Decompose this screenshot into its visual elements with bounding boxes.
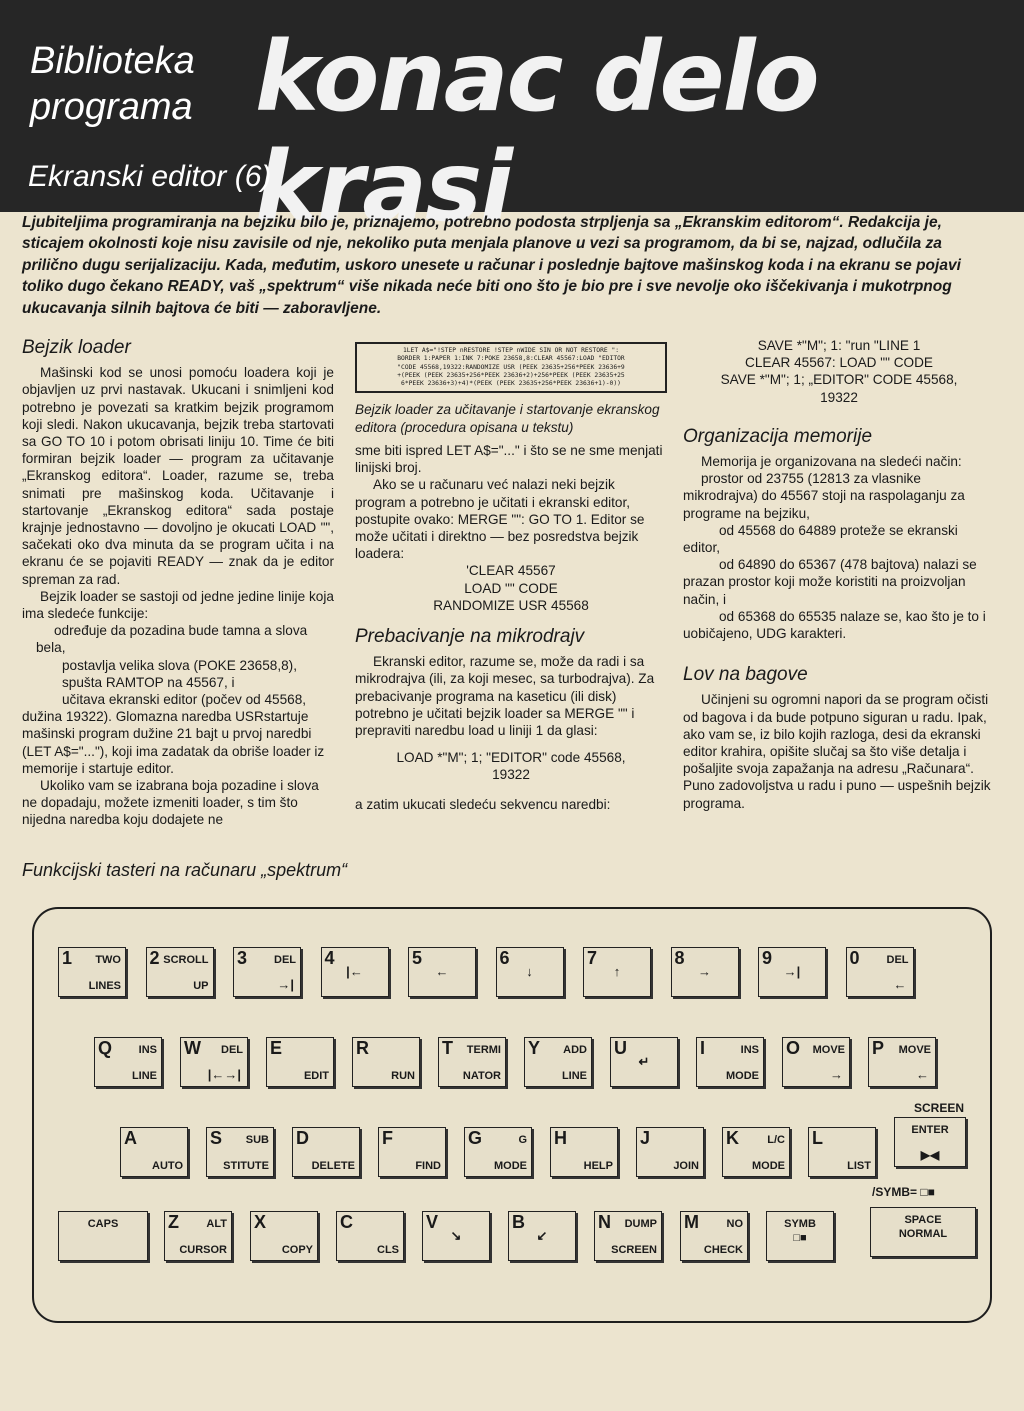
key-5 bbox=[408, 947, 476, 997]
key-label bbox=[59, 1217, 147, 1231]
key-r bbox=[352, 1037, 420, 1087]
key-char: H bbox=[554, 1128, 567, 1148]
key-y bbox=[524, 1037, 592, 1087]
key-function-bottom: RUN bbox=[391, 1070, 415, 1082]
key-e bbox=[266, 1037, 334, 1087]
paragraph: Memorija je organizovana na sledeći način: bbox=[701, 454, 962, 470]
key-function-top: NO bbox=[726, 1218, 743, 1230]
header-banner bbox=[0, 0, 1024, 243]
key-v bbox=[422, 1211, 490, 1261]
key-function-top: DUMP bbox=[624, 1218, 657, 1230]
key-function-bottom: LINES bbox=[88, 980, 121, 992]
column-3 bbox=[683, 337, 995, 812]
key-char: F bbox=[382, 1128, 393, 1148]
column-1 bbox=[22, 337, 334, 829]
heading-organizacija: Organizacija memorije bbox=[683, 425, 873, 447]
key-enter-label: ENTER bbox=[911, 1124, 949, 1136]
key-char: D bbox=[296, 1128, 309, 1148]
key-char: Z bbox=[168, 1212, 179, 1232]
arrow-icon: ↘ bbox=[450, 1228, 462, 1243]
arrow-icon: |←→| bbox=[207, 1067, 241, 1082]
key-function-top: INS bbox=[740, 1044, 759, 1056]
key-function-top: L/C bbox=[767, 1134, 785, 1146]
key-3 bbox=[233, 947, 301, 997]
key-q bbox=[94, 1037, 162, 1087]
key-function-top: SUB bbox=[245, 1134, 269, 1146]
key-function-bottom: FIND bbox=[415, 1160, 441, 1172]
key-char: O bbox=[786, 1038, 801, 1058]
key-d bbox=[292, 1127, 360, 1177]
key-function-bottom: COPY bbox=[281, 1244, 313, 1256]
key-function-bottom: NATOR bbox=[462, 1070, 501, 1082]
key-function-bottom: LIST bbox=[847, 1160, 871, 1172]
key-char: 0 bbox=[849, 948, 860, 968]
code-line: "CODE 45568,19322:RANDOMIZE USR (PEEK 23635+256*PEEK 23636+9 bbox=[397, 363, 625, 371]
heading-lov-na-bagove: Lov na bagove bbox=[683, 664, 808, 686]
key-label-bottom: □■ bbox=[793, 1232, 807, 1244]
key-char: Q bbox=[98, 1038, 113, 1058]
list-item bbox=[22, 622, 334, 656]
key-char: G bbox=[468, 1128, 483, 1148]
command-line: 'CLEAR 45567 bbox=[466, 563, 556, 579]
section-label bbox=[30, 38, 195, 130]
key-u bbox=[610, 1037, 678, 1087]
key-enter bbox=[894, 1117, 966, 1167]
key-function-top: DEL bbox=[221, 1044, 243, 1056]
key-function-top: INS bbox=[138, 1044, 157, 1056]
key-i bbox=[696, 1037, 764, 1087]
arrow-icon: ← bbox=[916, 1067, 929, 1082]
key-function-top: G bbox=[518, 1134, 527, 1146]
key-function-bottom: AUTO bbox=[152, 1160, 183, 1172]
key-char: X bbox=[254, 1212, 267, 1232]
key-caps bbox=[58, 1211, 148, 1261]
series-subtitle: Ekranski editor (6) bbox=[28, 160, 272, 193]
key-a bbox=[120, 1127, 188, 1177]
key-function-top: TWO bbox=[95, 954, 121, 966]
article-title: konac delo krasi bbox=[255, 21, 818, 243]
list-item: postavlja velika slova (POKE 23658,8), spušta RAMTOP na 45567, i bbox=[62, 657, 297, 690]
arrow-icon: ← bbox=[893, 977, 907, 992]
key-char: K bbox=[726, 1128, 739, 1148]
arrow-icon: |← bbox=[346, 964, 363, 979]
heading-mikrodrajv: Prebacivanje na mikrodrajv bbox=[355, 625, 585, 647]
key-char: U bbox=[614, 1038, 627, 1058]
key-char: B bbox=[512, 1212, 525, 1232]
key-char: 9 bbox=[762, 948, 773, 968]
key-char: 8 bbox=[674, 948, 685, 968]
section-label-line2: programa bbox=[30, 86, 193, 128]
key-function-bottom: LINE bbox=[561, 1070, 587, 1082]
key-function-bottom: JOIN bbox=[673, 1160, 699, 1172]
key-char: T bbox=[442, 1038, 453, 1058]
key-label-top: CAPS bbox=[87, 1218, 119, 1230]
arrow-icon: ↵ bbox=[638, 1054, 650, 1069]
key-char: A bbox=[124, 1128, 137, 1148]
key-char: N bbox=[598, 1212, 611, 1232]
key-char: R bbox=[356, 1038, 369, 1058]
key-char: Y bbox=[528, 1038, 541, 1058]
key-char: 7 bbox=[587, 948, 598, 968]
arrow-icon: →| bbox=[783, 964, 801, 979]
key-h bbox=[550, 1127, 618, 1177]
arrow-icon: → bbox=[830, 1067, 843, 1082]
key-m bbox=[680, 1211, 748, 1261]
enter-icon: ▶◀ bbox=[920, 1148, 940, 1162]
command-line: CLEAR 45567: LOAD "" CODE bbox=[745, 355, 933, 371]
key-function-top: ALT bbox=[206, 1218, 227, 1230]
lead-paragraph: Ljubiteljima programiranja na bejziku bilo je, priznajemo, potrebno podosta strpljenja sa „Ekranskim editorom“. Redakcija je, sticajem okolnosti koje nisu zavisile od nje, nekoliko puta menjala planove u vezi sa programom, da bi se, najzad, odlučila za prilično dugu serijalizaciju. Kada, međutim, uskoro unesete u računar i poslednje bajtove mašinskog koda i na ekranu se pojavi toliko dugo čekano READY, vaš „spektrum“ više nikada neće biti ono što je bio pre i sve nevolje oko iščekivanja i mukotrpnog ukucavanja silnih bajtova će biti — zaboravljene. bbox=[22, 214, 961, 317]
key-x bbox=[250, 1211, 318, 1261]
key-function-bottom: HELP bbox=[583, 1160, 613, 1172]
symb-label: /SYMB= □■ bbox=[872, 1185, 935, 1199]
key-function-top: DEL bbox=[274, 954, 296, 966]
key-2 bbox=[146, 947, 214, 997]
key-0 bbox=[846, 947, 914, 997]
key-o bbox=[782, 1037, 850, 1087]
key-char: V bbox=[426, 1212, 439, 1232]
key-4 bbox=[321, 947, 389, 997]
key-function-bottom: DELETE bbox=[311, 1160, 355, 1172]
code-line: +(PEEK (PEEK 23635+256*PEEK 23636+2)+256*PEEK (PEEK 23635+25 bbox=[397, 371, 625, 379]
key-function-bottom: CURSOR bbox=[179, 1244, 227, 1256]
screen-label: SCREEN bbox=[914, 1101, 965, 1115]
key-char: J bbox=[640, 1128, 651, 1148]
command-line: LOAD "" CODE bbox=[464, 580, 558, 596]
key-char: C bbox=[340, 1212, 353, 1232]
arrow-icon: ↑ bbox=[613, 964, 621, 979]
heading-bejzik-loader: Bejzik loader bbox=[22, 337, 131, 358]
key-function-top: ADD bbox=[563, 1044, 587, 1056]
paragraph: Bejzik loader se sastoji od jedne jedine linije koja ima sledeće funkcije: bbox=[22, 588, 334, 622]
key-char: I bbox=[700, 1038, 706, 1058]
key-9 bbox=[758, 947, 826, 997]
paragraph: a zatim ukucati sledeću sekvencu naredbi: bbox=[355, 796, 611, 812]
key-char: 1 bbox=[62, 948, 73, 968]
key-function-top: TERMI bbox=[466, 1044, 501, 1056]
key-space-labels bbox=[871, 1213, 975, 1241]
arrow-icon: → bbox=[698, 964, 711, 979]
arrow-icon: ↙ bbox=[536, 1228, 548, 1243]
key-8 bbox=[671, 947, 739, 997]
key-char: 3 bbox=[237, 948, 248, 968]
key-function-bottom: CHECK bbox=[703, 1244, 743, 1256]
key-function-bottom: SCREEN bbox=[611, 1244, 657, 1256]
list-item-text: određuje da pozadina bude tamna a slova bela, bbox=[36, 623, 308, 656]
key-function-bottom: STITUTE bbox=[223, 1160, 269, 1172]
code-line: BORDER 1:PAPER 1:INK 7:POKE 23658,8:CLEAR 45567:LOAD "EDITOR bbox=[397, 355, 625, 363]
key-char: 6 bbox=[499, 948, 510, 968]
key-6 bbox=[496, 947, 564, 997]
key-function-top: SCROLL bbox=[163, 954, 209, 966]
key-7 bbox=[583, 947, 651, 997]
key-function-bottom: EDIT bbox=[303, 1070, 329, 1082]
section-label-line1: Biblioteka bbox=[30, 40, 195, 82]
code-listing bbox=[355, 342, 667, 393]
paragraph: prostor od 23755 (12813 za vlasnike mikrodrajva) do 45567 stoji na raspolaganju za programe na bejziku, bbox=[683, 471, 965, 521]
list-item: učitava ekranski editor (počev od 45568, dužina 19322). Glomazna naredba USRstartuje mašinski program dužine 21 bajt u prvoj naredbi (LET A$="..."), koji ima zadatak da obriše loader iz memorije i startuje editor. bbox=[22, 692, 325, 776]
paragraph: Učinjeni su ogromni napori da se program očisti od bagova i da bude potpuno siguran u radu. Ipak, ako vam se, iz bilo kojih razloga, desi da ekranski editor krahira, opišite slučaj sa što više detalja i pošaljite svoja zapažanja na adresu „Računara“. Puno zadovoljstva u radu i puno — uspešnih bejzik programa. bbox=[683, 692, 991, 811]
command-line: RANDOMIZE USR 45568 bbox=[433, 597, 589, 613]
key-char: S bbox=[210, 1128, 223, 1148]
key-n bbox=[594, 1211, 662, 1261]
code-line: 6*PEEK 23636+3)+4)*(PEEK (PEEK 23635+256*PEEK 23636+1)-0)) bbox=[401, 380, 621, 388]
key-g bbox=[464, 1127, 532, 1177]
key-1 bbox=[58, 947, 126, 997]
key-char: M bbox=[684, 1212, 699, 1232]
key-l bbox=[808, 1127, 876, 1177]
key-char: W bbox=[184, 1038, 201, 1058]
key-function-top: MOVE bbox=[812, 1044, 845, 1056]
key-z bbox=[164, 1211, 232, 1261]
key-function-bottom: LINE bbox=[131, 1070, 157, 1082]
key-function-bottom: MODE bbox=[494, 1160, 527, 1172]
arrow-icon: ↓ bbox=[526, 964, 533, 979]
paragraph: Ako se u računaru već nalazi neki bejzik program a potrebno je učitati i ekranski editor, postupite ovako: MERGE "": GO TO 1. Editor se može učitati i direktno — bez posredstva bejzik loadera: bbox=[355, 477, 645, 562]
key-k bbox=[722, 1127, 790, 1177]
key-function-bottom: CLS bbox=[377, 1244, 399, 1256]
key-label bbox=[767, 1217, 833, 1245]
key-b bbox=[508, 1211, 576, 1261]
code-line: 1LET A$="!STEP nRESTORE !STEP nWIDE SIN OR NOT RESTORE ": bbox=[402, 347, 620, 354]
paragraph: Mašinski kod se unosi pomoću loadera koji je objavljen uz prvi nastavak. Ukucani i snimljeni kod potrebno je povezati sa kratkim bejzik programom koji sledi. Nakon ukucavanja, bejzik treba startovati sa GO TO 10 i potom obrisati liniju 10. Time će biti formiran bejzik loader — program za učitavanje „Ekranskog editora“. Loader, razume se, treba snimati pre mašinskog koda. Učitavanje i startovanje „Ekranskog editora“ sada postaje krajnje jednostavno — dovoljno je okucati LOAD "", sačekati oko dva minuta da se program učita i na ekranu će se pojaviti READY — znak da je editor spreman za rad. bbox=[22, 365, 334, 587]
paragraph: od 65368 do 65535 nalaze se, kao što je to i uobičajeno, UDG karakteri. bbox=[683, 608, 986, 642]
key-label-top: SYMB bbox=[784, 1218, 816, 1230]
code-caption: Bejzik loader za učitavanje i startovanje ekranskog editora (procedura opisana u tekstu) bbox=[355, 402, 660, 435]
paragraph: od 64890 do 65367 (478 bajtova) nalazi se prazan prostor koji može koristiti na proizvoljan način, i bbox=[683, 557, 977, 607]
key-symb bbox=[766, 1211, 834, 1261]
key-j bbox=[636, 1127, 704, 1177]
arrow-icon: →| bbox=[277, 977, 294, 992]
key-char: 2 bbox=[149, 948, 160, 968]
key-t bbox=[438, 1037, 506, 1087]
key-function-bottom: UP bbox=[193, 980, 209, 992]
paragraph: od 45568 do 64889 proteže se ekranski editor, bbox=[683, 522, 958, 556]
paragraph: sme biti ispred LET A$="..." i što se ne sme menjati linijski broj. bbox=[355, 442, 663, 476]
column-2 bbox=[355, 342, 667, 813]
arrow-icon: ← bbox=[435, 964, 449, 979]
key-s bbox=[206, 1127, 274, 1177]
command-line: SAVE *"M"; 1; „EDITOR" CODE 45568, bbox=[720, 372, 958, 388]
paragraph: Ukoliko vam se izabrana boja pozadine i slova ne dopadaju, možete izmeniti loader, s tim što nijedna naredba koju dodajete ne bbox=[22, 778, 319, 828]
command-line: SAVE *"M"; 1: "run "LINE 1 bbox=[757, 338, 921, 353]
key-f bbox=[378, 1127, 446, 1177]
key-char: 4 bbox=[324, 948, 335, 968]
command-line: 19322 bbox=[820, 389, 858, 405]
key-space bbox=[870, 1207, 976, 1257]
key-p bbox=[868, 1037, 936, 1087]
key-char: L bbox=[812, 1128, 823, 1148]
key-c bbox=[336, 1211, 404, 1261]
key-function-bottom: MODE bbox=[726, 1070, 759, 1082]
key-space-label1: SPACE bbox=[904, 1214, 942, 1226]
key-char: 5 bbox=[412, 948, 423, 968]
key-space-label2: NORMAL bbox=[898, 1228, 948, 1240]
key-function-top: DEL bbox=[886, 954, 909, 966]
key-function-bottom: MODE bbox=[752, 1160, 785, 1172]
key-w bbox=[180, 1037, 248, 1087]
command-line: 19322 bbox=[492, 767, 530, 783]
command-line: LOAD *"M"; 1; "EDITOR" code 45568, bbox=[396, 750, 626, 766]
key-function-top: MOVE bbox=[898, 1044, 931, 1056]
key-char: P bbox=[872, 1038, 885, 1058]
paragraph: Ekranski editor, razume se, može da radi i sa mikrodrajva (ili, za koji mesec, sa turbodrajva). Za prebacivanje programa na kaseticu (ili disk) potrebno je učitati bejzik loader sa MERGE "" i prepraviti naredbu load u liniji 1 da glasi: bbox=[355, 654, 655, 738]
key-char: E bbox=[270, 1038, 283, 1058]
keyboard-title: Funkcijski tasteri na računaru „spektrum“ bbox=[22, 860, 348, 880]
keyboard-diagram bbox=[32, 907, 992, 1323]
